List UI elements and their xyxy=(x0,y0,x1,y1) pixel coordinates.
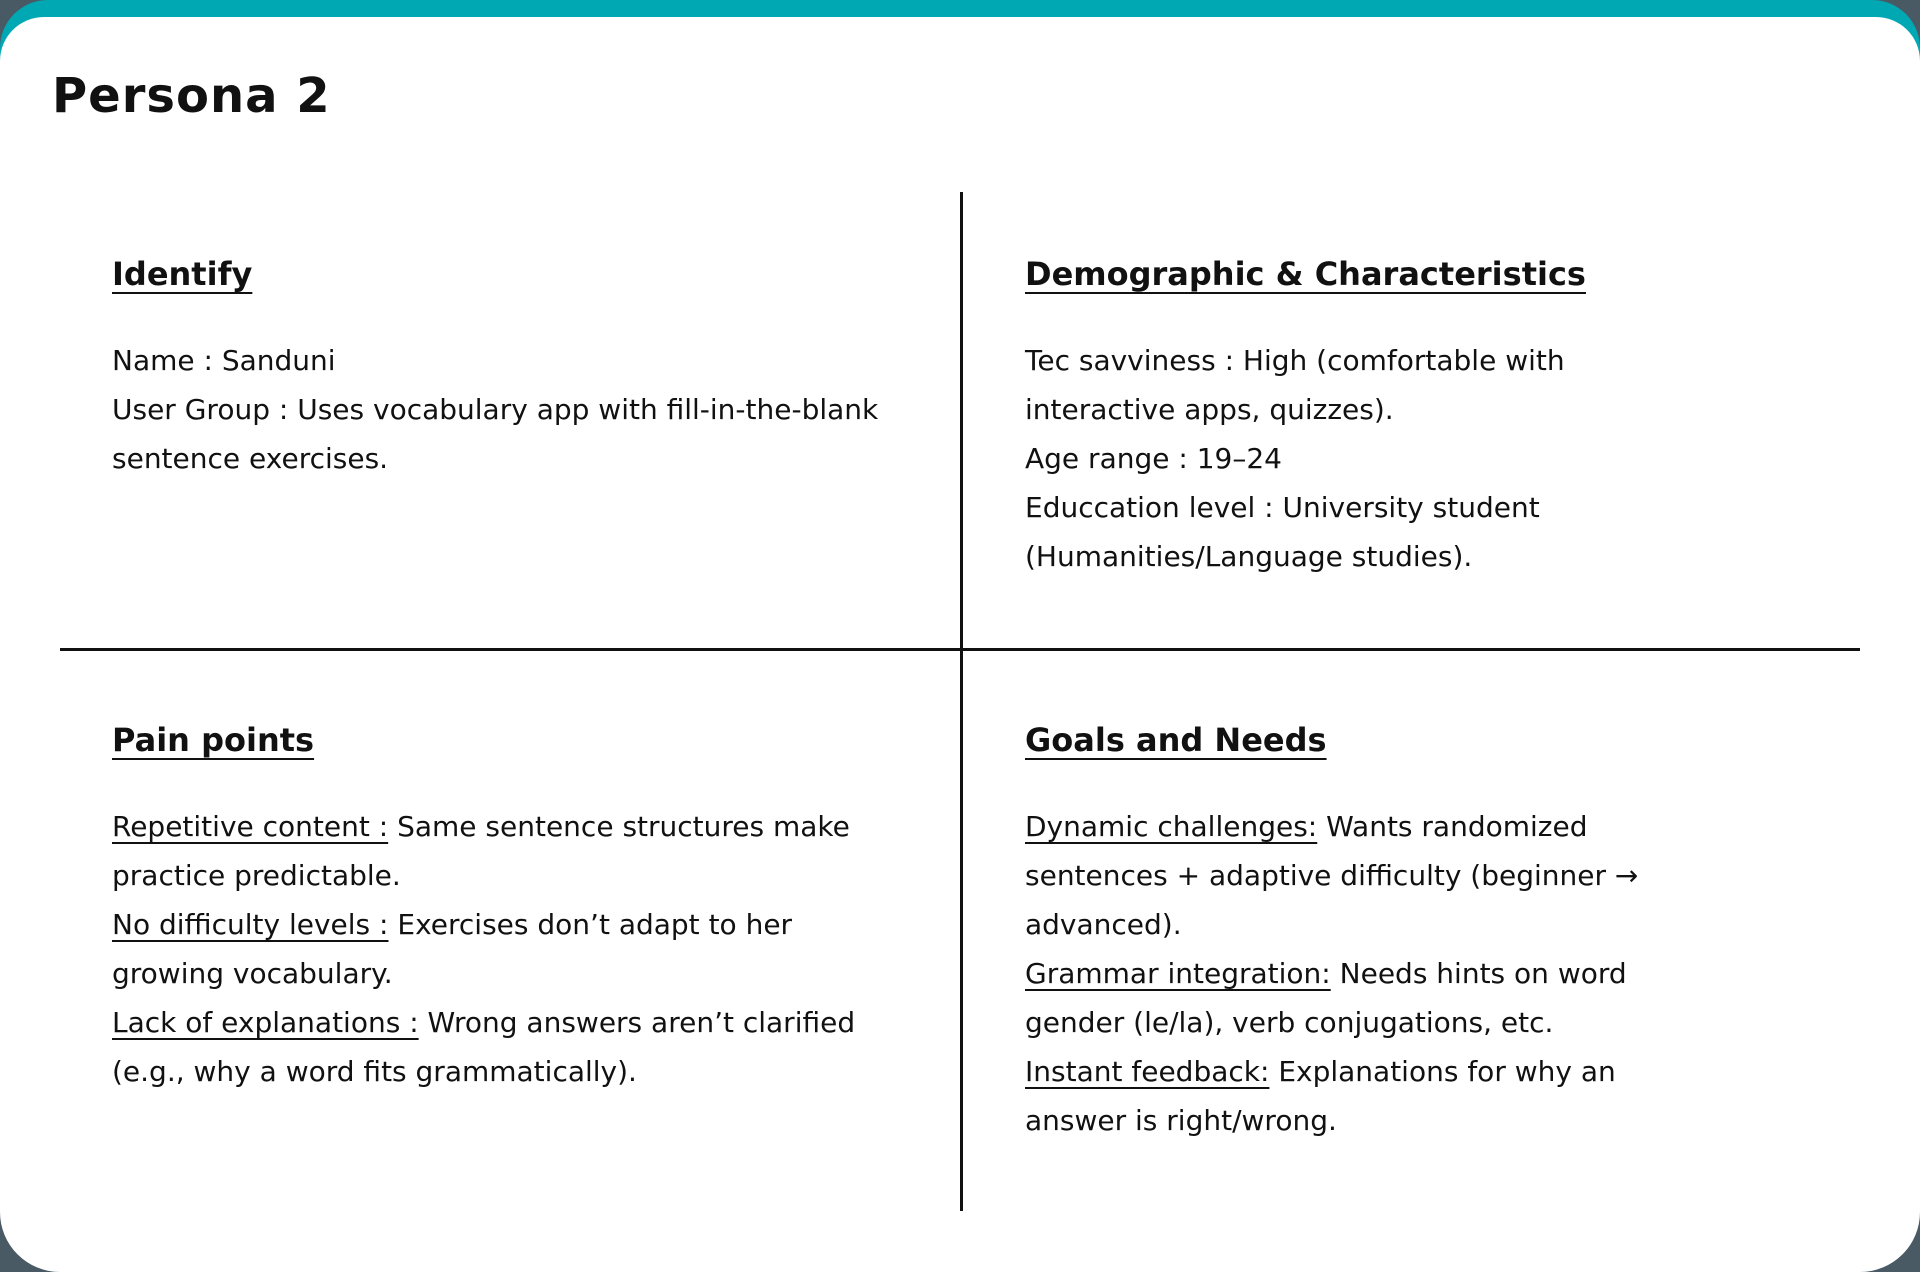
demographic-age-range-line: Age range : 19–24 xyxy=(1025,442,1282,475)
goal-text: Needs hints on word gender (le/la), verb conjugations, etc. xyxy=(1025,957,1627,1039)
pain-point-text: Exercises don’t adapt to her growing vocabulary. xyxy=(112,908,793,990)
identify-heading: Identify xyxy=(112,255,253,293)
vertical-divider xyxy=(960,192,963,1211)
quadrant-identify xyxy=(112,252,902,483)
persona-card xyxy=(0,17,1920,1272)
goal-label: Instant feedback: xyxy=(1025,1055,1270,1088)
identify-body xyxy=(112,336,902,483)
pain-point-text: Wrong answers aren’t clarified (e.g., why a word fits grammatically). xyxy=(112,1006,856,1088)
pain-point-label: Repetitive content : xyxy=(112,810,389,843)
goal-item xyxy=(1025,802,1715,949)
quadrant-demographic xyxy=(1025,252,1675,581)
pain-points-body xyxy=(112,802,912,1096)
demographic-education-line: Educcation level : University student (Humanities/Language studies). xyxy=(1025,491,1540,573)
pain-point-item xyxy=(112,900,912,998)
pain-point-item xyxy=(112,802,912,900)
pain-point-item xyxy=(112,998,912,1096)
pain-point-label: Lack of explanations : xyxy=(112,1006,419,1039)
pain-point-text: Same sentence structures make practice predictable. xyxy=(112,810,850,892)
demographic-body xyxy=(1025,336,1675,581)
goal-item xyxy=(1025,949,1715,1047)
goal-text: Wants randomized sentences + adaptive difficulty (beginner → advanced). xyxy=(1025,810,1639,941)
demographic-heading: Demographic & Characteristics xyxy=(1025,255,1586,293)
goals-needs-heading: Goals and Needs xyxy=(1025,721,1327,759)
horizontal-divider xyxy=(60,648,1860,651)
identify-user-group-line: User Group : Uses vocabulary app with fill-in-the-blank sentence exercises. xyxy=(112,393,879,475)
demographic-tech-savviness-line: Tec savviness : High (comfortable with interactive apps, quizzes). xyxy=(1025,344,1565,426)
goal-label: Dynamic challenges: xyxy=(1025,810,1318,843)
page-title: Persona 2 xyxy=(52,68,331,124)
quadrant-goals-needs xyxy=(1025,718,1715,1145)
pain-points-heading: Pain points xyxy=(112,721,315,759)
pain-point-label: No difficulty levels : xyxy=(112,908,389,941)
goal-text: Explanations for why an answer is right/wrong. xyxy=(1025,1055,1616,1137)
goals-needs-body xyxy=(1025,802,1715,1145)
goal-item xyxy=(1025,1047,1715,1145)
identify-name-line: Name : Sanduni xyxy=(112,344,336,377)
quadrant-pain-points xyxy=(112,718,912,1096)
goal-label: Grammar integration: xyxy=(1025,957,1331,990)
